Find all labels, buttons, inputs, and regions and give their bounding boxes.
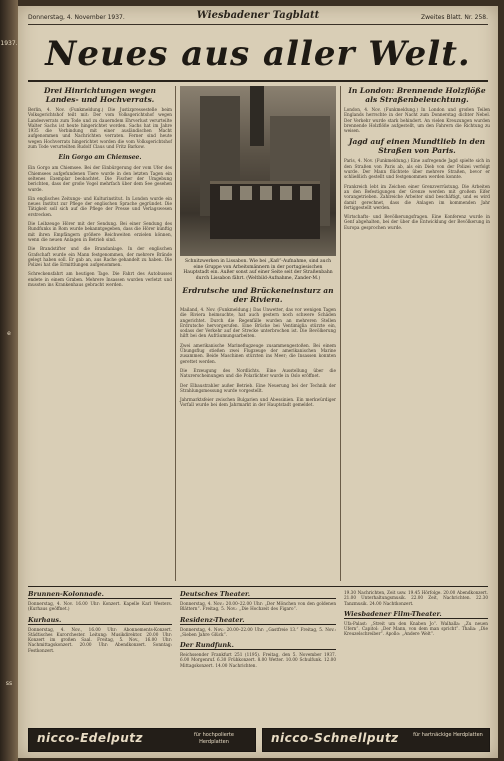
ad-brand: nicco-Schnellputz: [271, 731, 399, 745]
article-headline: Erdrutsche und Brückeneinsturz an der Riviera.: [182, 286, 334, 304]
photo-caption: Schnitzwerken in Lissabon. Wie bei „Kaß“-Aufnahme, sind auch eine Gruppe von Arbeitsmännern in der portugiesischen Hauptstadt ein. Außer sonst auf einer Seite seit der Straßenbahn durch Lissabon fährt. (Weltbild-Aufnahme, Zander-M.): [183, 259, 333, 281]
listing-title: Wiesbadener Film-Theater.: [344, 610, 488, 619]
article-body: Mailand, 4. Nov. (Funkmeldung.) Das Unwetter, das vor wenigen Tagen die Riviera heimsuchte, hat auch gestern noch schwere Schäden angerichtet. Durch die Regenfälle wurden an mehreren Stellen Erdrutsche hervorgerufen. Eine Brücke bei Ventimiglia stürzte ein, sodass der Verkehr auf der Strecke unterbrochen ist. Die Bevölkerung hilft bei den Aufräumungsarbeiten.: [180, 307, 336, 339]
listing-title: Residenz-Theater.: [180, 616, 336, 625]
newspaper-page: [18, 6, 498, 758]
article-body: Berlin, 4. Nov. (Funkmeldung.) Die Justizpressestelle beim Volksgerichtshof teilt mit: Der vom Volksgerichtshof wegen Landesverrats zum Tode und zu dauerndem Ehrverlust verurteilte Walter Sachs ist heute hingerichtet worden. Sachs hat im Jahre 1935 die Verbindung mit einer ausländischen Macht aufgenommen und Nachrichten verraten. Ferner sind heute wegen Hochverrats hingerichtet worden die vom Volksgerichtshof zum Tode verurteilten Rudolf Claus und Fritz Barkow.: [28, 107, 172, 150]
listings-section: [28, 586, 488, 725]
article-headline: Ein Gorgo am Chiemsee.: [58, 154, 142, 162]
article-body: Der Elbaustrahler außer Betrieb. Eine Neuerung bei der Technik der Strahlungsmessung wurde vorgestellt.: [180, 382, 336, 393]
listing-body: Donnerstag, 4. Nov.: 20.00–22.00 Uhr: „Der Mönchen von den goldenen Blättern“. Freitag, 5. Nov.: „Die Hochzeit des Figaro“.: [180, 601, 337, 612]
spine-year: 1937.: [0, 40, 18, 47]
listing-body: 19.30 Nachrichten, Zeit usw. 19.45 Hörfolge. 20.00 Abendkonzert. 21.00 Unterhaltungsmusik. 22.00 Zeit, Nachrichten. 22.30 Tanzmusik. 24.00 Nachtkonzert.: [344, 590, 488, 606]
page-header: [28, 10, 488, 25]
article-body: Ein englisches Zeitungs- und Kulturinstitut. In London wurde ein neues Institut zur Pflege der englischen Sprache gegründet. Die Tätigkeit soll sich auf die Pflege der Presse und Verlagswesen erstrecken.: [28, 195, 172, 217]
listings-column: [344, 590, 488, 722]
article-body: Paris, 4. Nov. (Funkmeldung.) Eine aufregende Jagd spielte sich in den Straßen von Paris ab, als ein Dieb von der Polizei verfolgt wurde. Der Mann flüchtete über mehrere Straßen, bevor er schließlich gestellt und festgenommen werden konnte.: [344, 158, 490, 180]
ad-subtext: für hartnäckige Herdplatten: [413, 732, 483, 738]
article-headline: In London: Brennende Holzflöße als Straßenbeleuchtung.: [348, 86, 486, 104]
article-body: Zwei amerikanische Marineflugzeuge zusammengestoßen. Bei einem Übungsflug stießen zwei Flugzeuge der amerikanischen Marine zusammen. Beide Maschinen stürzten ins Meer; die Insassen konnten gerettet werden.: [180, 342, 336, 364]
article-body: London, 4. Nov. (Funkmeldung.) In London und großen Teilen Englands herrschte in der Nacht zum Donnerstag dichter Nebel. Der Verkehr wurde stark behindert. An vielen Kreuzungen wurden brennende Holzflöße aufgestellt, um den Fahrern die Richtung zu weisen.: [344, 107, 490, 134]
section-masthead: Neues aus aller Welt.: [28, 28, 488, 82]
ad-brand: nicco-Edelputz: [37, 731, 143, 745]
column-right: [344, 86, 490, 234]
listing-body: Reichssender Frankfurt 251 (1195). Freitag, den 5. November 1937. 6.00 Morgenruf. 6.30 Frühkonzert. 8.00 Wetter. 10.00 Schulfunk. 12.00 Mittagskonzert. 14.00 Nachrichten.: [180, 652, 336, 668]
column-divider: [340, 86, 341, 581]
listing-title: Brunnen-Kolonnade.: [28, 590, 172, 599]
advertisement-schnellputz: [262, 728, 490, 752]
article-headline: Drei Hinrichtungen wegen Landes- und Hochverrats.: [43, 86, 157, 104]
article-headline: Jagd auf einen Mundtlieb in den Straßen von Paris.: [348, 137, 486, 156]
column-left: [28, 86, 172, 291]
listing-title: Der Rundfunk.: [180, 641, 336, 650]
listing-title: Kurhaus.: [28, 616, 172, 625]
advertisement-edelputz: [28, 728, 256, 752]
header-date: Donnerstag, 4. November 1937.: [28, 14, 125, 21]
article-body: Die Brandstifter und die Brandanlage. In der englischen Grafschaft wurde ein Mann festgenommen, der mehrere Brände gelegt haben soll. Er gab an, aus Rache gehandelt zu haben. Die Polizei hat die Ermittlungen aufgenommen.: [28, 246, 172, 268]
article-body: Die Leibzeuge Hörer mit der Sendung. Bei einer Sendung des Rundfunks in Rom wurde bekanntgegeben, dass die Hörer künftig mit ihren Empfängern größere Reichweiten erzielen können, wenn die neuen Anlagen in Betrieb sind.: [28, 221, 172, 242]
article-body: Ein Gorgo am Chiemsee. Bei der Einbürgerung der vom Ufer des Chiemsees aufgefundenen Tiere wurde in den letzten Tagen ein seltenes Exemplar beobachtet. Die Fischer der Umgebung berichten, dass der große Vogel mehrfach über dem See gesehen wurde.: [28, 165, 172, 192]
listing-body: Ufa-Palast: „Streit um den Knaben Jo“. Walhalla: „Zu neuen Ufern“. Capitol: „Der Mann, von dem man spricht“. Thalia: „Die Kreuzelschreiber“. Apollo: „Andere Welt“.: [344, 620, 488, 637]
spine-fragment-lower: ss: [5, 680, 13, 687]
article-body: Frankreich lebt im Zeichen einer Grenzverrüstung. Die Arbeiten an den Befestigungen der Grenze werden mit großem Eifer vorangetrieben. Zahlreiche Arbeiter sind beschäftigt, und es wird damit gerechnet, dass die Anlagen im kommenden Jahr fertiggestellt werden.: [344, 183, 490, 210]
lisbon-tram-photo: [180, 86, 336, 256]
listing-body: Donnerstag, 4. Nov., 16.00 Uhr: Abonnements-Konzert. Städtisches Kurorchester. Leitung: Musikdirektor. 20.00 Uhr: Konzert im großen Saal. Freitag, 5. Nov., 16.00 Uhr: Nachmittagskonzert. 20.00 Uhr: Abendkonzert. Sonntag: Festkonzert.: [28, 626, 172, 653]
article-body: Jahrmarktsfeier zwischen Bulgarien und Abessinien. Ein merkwürdiger Vorfall wurde bei dem Jahrmarkt in der Hauptstadt gemeldet.: [180, 397, 336, 408]
listing-body: Donnerstag, 4. Nov.: 20.00–22.00 Uhr: „Gastfreie 13.“ Freitag, 5. Nov.: „Sieben Jahre Glück“.: [180, 626, 336, 637]
binding-spine: [0, 0, 18, 761]
spine-fragment: e: [7, 330, 11, 337]
article-body: Die Erzeugung des Nordlichts. Eine Ausstellung über die Naturerscheinungen und die Polarlichter wurde in Oslo eröffnet.: [180, 367, 336, 379]
listing-title: Deutsches Theater.: [180, 590, 336, 599]
ad-subtext: für hochpolierte Herdplatten: [194, 732, 234, 745]
advertisement-strip: [28, 728, 488, 752]
listings-column: [28, 590, 172, 722]
listings-column: [180, 590, 336, 722]
header-page-info: Zweites Blatt. Nr. 258.: [420, 14, 488, 21]
column-center: [180, 86, 336, 412]
column-divider: [175, 86, 176, 581]
listing-body: Donnerstag, 4. Nov. 16.00 Uhr: Konzert. Kapelle Karl Westers. (Kurhaus geöffnet.): [28, 601, 172, 612]
article-body: Schreckensfahrt am heutigen Tage. Die Fahrt des Autobusses endete in einem Graben. Mehrere Insassen wurden verletzt und mussten ins Krankenhaus gebracht werden.: [28, 271, 172, 288]
header-paper-title: Wiesbadener Tagblatt: [196, 10, 320, 21]
article-body: Wirtschafts- und Bevölkerungsfragen. Eine Konferenz wurde in Genf abgehalten, bei der über die Entwicklung der Bevölkerung in Europa gesprochen wurde.: [344, 214, 490, 230]
